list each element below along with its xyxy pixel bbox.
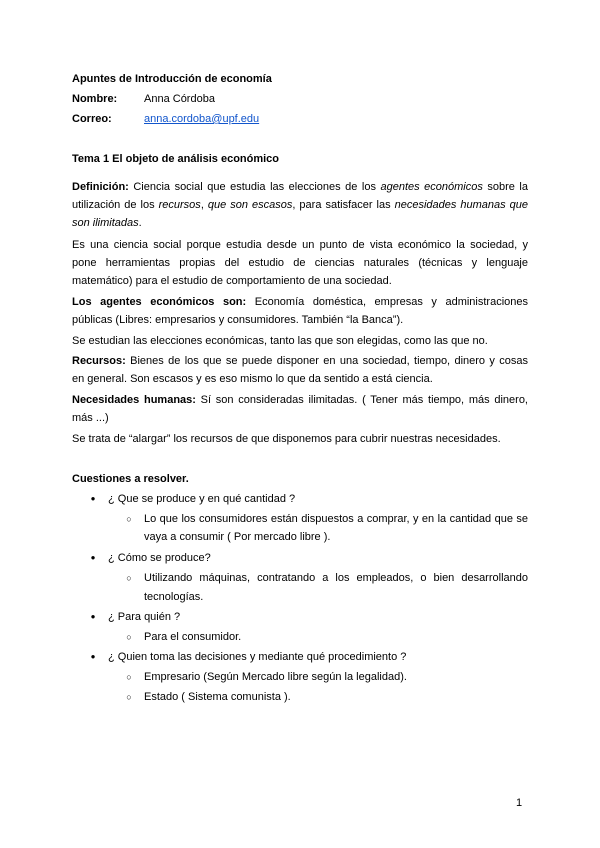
question-3: ¿ Para quién ? (108, 611, 181, 623)
answer-1-line-2: vaya a consumir ( Por mercado libre ). (144, 531, 331, 543)
nombre-row (72, 92, 528, 106)
recursos-line-2: en general. Son escasos y es eso mismo lo que da sentido a está ciencia. (72, 373, 433, 385)
agentes-label: Los agentes económicos son: (72, 296, 247, 308)
cuestiones-title: Cuestiones a resolver. (72, 473, 189, 485)
nombre-label: Nombre: (72, 93, 118, 105)
agentes-line-3: Se estudian las elecciones económicas, tanto las que son elegidas, como las que no. (72, 335, 488, 347)
necesidades-line-1: Necesidades humanas: Sí son consideradas ilimitadas. ( Tener más tiempo, más dinero, (72, 394, 528, 406)
necesidades-line-2: más ...) (72, 412, 109, 424)
section-title: Tema 1 El objeto de análisis económico (72, 153, 280, 165)
sub-bullet-icon: ○ (126, 573, 132, 583)
answer-2-line-1: Utilizando máquinas, contratando a los empleados, o bien desarrollando (144, 572, 528, 584)
correo-label: Correo: (72, 113, 112, 125)
answer-4-2: Estado ( Sistema comunista ). (144, 691, 291, 703)
answer-3: Para el consumidor. (144, 631, 242, 643)
nombre-value: Anna Córdoba (144, 93, 215, 105)
sub-bullet-icon: ○ (126, 632, 132, 642)
bullet-icon: ● (90, 652, 96, 661)
bullet-icon: ● (90, 494, 96, 503)
answer-4-1: Empresario (Según Mercado libre según la legalidad). (144, 671, 407, 683)
question-2: ¿ Cómo se produce? (108, 552, 211, 564)
definicion-line-2: utilización de los recursos, que son escasos, para satisfacer las necesidades humanas que (72, 199, 528, 211)
agentes-line-1: Los agentes económicos son: Economía doméstica, empresas y administraciones (72, 296, 528, 308)
ciencia-line-2: pone herramientas propias del estudio de ciencias naturales (técnicas y lenguaje (72, 257, 528, 269)
sub-bullet-icon: ○ (126, 672, 132, 682)
ciencia-line-1: Es una ciencia social porque estudia desde un punto de vista económico la sociedad, y (72, 239, 528, 251)
sub-bullet-icon: ○ (126, 692, 132, 702)
recursos-label: Recursos: (72, 355, 126, 367)
recursos-line-1: Recursos: Bienes de los que se puede disponer en una sociedad, tiempo, dinero y cosas (72, 355, 528, 367)
sub-bullet-icon: ○ (126, 514, 132, 524)
email-link[interactable]: anna.cordoba@upf.edu (144, 113, 260, 125)
question-4: ¿ Quien toma las decisiones y mediante qué procedimiento ? (108, 651, 407, 663)
agentes-line-2: públicas (Libres: empresarios y consumidores. También “la Banca”). (72, 314, 404, 326)
bullet-icon: ● (90, 612, 96, 621)
necesidades-label: Necesidades humanas: (72, 394, 196, 406)
bullet-icon: ● (90, 553, 96, 562)
answer-2-line-2: tecnologías. (144, 591, 204, 603)
definicion-line-1: Definición: Ciencia social que estudia las elecciones de los agentes económicos sobre la (72, 181, 528, 193)
doc-title: Apuntes de Introducción de economía (72, 73, 272, 85)
definicion-label: Definición: (72, 181, 129, 193)
answer-1-line-1: Lo que los consumidores están dispuestos a comprar, y en la cantidad que se (144, 513, 528, 525)
ciencia-line-3: matemático) para el estudio de comportamiento de una sociedad. (72, 275, 392, 287)
correo-row (72, 112, 528, 126)
necesidades-line-3: Se trata de “alargar” los recursos de que disponemos para cubrir nuestras necesidades. (72, 433, 501, 445)
definicion-line-3: son ilimitadas. (72, 217, 142, 229)
page-number: 1 (516, 797, 523, 809)
question-1: ¿ Que se produce y en qué cantidad ? (108, 493, 296, 505)
